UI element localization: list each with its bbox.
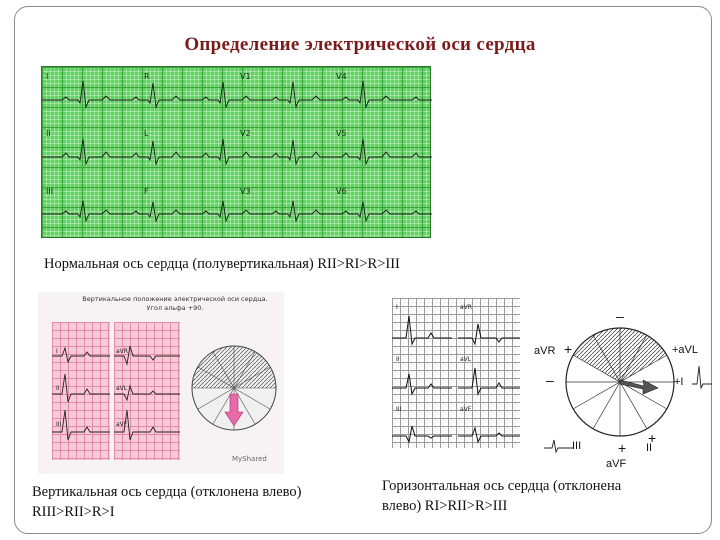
ecg-trace: [42, 81, 432, 107]
lead-label: I: [56, 348, 58, 355]
axis-label-avl: +aVL: [672, 344, 698, 356]
vertical-heading-line2: Угол альфа +90.: [146, 304, 204, 312]
ecg-trace: [114, 346, 180, 364]
lead-label: III: [56, 421, 62, 428]
lead-label: aVR: [116, 348, 128, 355]
ecg-trace: [52, 410, 110, 440]
lead-label: II: [46, 129, 51, 138]
mini-ecg-iii: [544, 436, 574, 456]
lead-label: V1: [240, 72, 251, 81]
ecg-trace: [458, 428, 520, 442]
caption-vertical-axis: [32, 482, 302, 522]
slide-title: Определение электрической оси сердца: [184, 34, 536, 55]
lead-label: aVL: [116, 385, 128, 392]
lead-label: V5: [336, 129, 347, 138]
lead-label: II: [396, 356, 400, 363]
lead-label: L: [144, 129, 149, 138]
axis-label-ii: II: [646, 442, 653, 454]
axis-label-avf: aVF: [606, 458, 627, 470]
lead-label: V2: [240, 129, 251, 138]
lead-label: aVF: [116, 421, 128, 428]
ecg-trace: [458, 368, 520, 394]
ecg-trace: [392, 374, 452, 394]
watermark: MyShared: [232, 455, 267, 463]
ecg-trace: [392, 316, 452, 344]
caption-vertical-line2: RIII>RII>R>I: [32, 504, 115, 520]
lead-label: R: [144, 72, 150, 81]
axis-label-avr: aVR: [534, 345, 556, 357]
axis-label-plus-avr: +: [564, 341, 573, 357]
axis-circle-vertical: [188, 342, 280, 442]
axis-label-i: +I: [674, 376, 684, 388]
lead-label: III: [396, 406, 402, 413]
lead-label: III: [46, 187, 54, 196]
ecg-trace: [392, 426, 452, 442]
lead-label: II: [56, 385, 60, 392]
vertical-figure-heading: [60, 295, 290, 313]
horizontal-ecg-traces: [392, 298, 520, 448]
ecg-trace: [692, 366, 712, 388]
axis-label-plus-avf: +: [618, 440, 627, 456]
caption-horizontal-line1: Горизонтальная ось сердца (отклонена: [382, 478, 622, 494]
ecg-traces: [42, 67, 432, 239]
ecg-trace: [42, 201, 432, 221]
lead-label: V3: [240, 187, 251, 196]
axis-label-minus-left: –: [546, 372, 554, 388]
ecg-12-lead-image: [41, 66, 431, 238]
lead-label: I: [396, 304, 398, 311]
axis-label-iii: III: [572, 440, 582, 452]
lead-label: F: [144, 187, 149, 196]
ecg-trace: [52, 374, 110, 402]
axis-label-minus-top: –: [616, 308, 624, 324]
lead-label: V4: [336, 72, 347, 81]
lead-label: I: [46, 72, 49, 81]
ecg-trace: [114, 410, 180, 440]
ecg-trace: [544, 440, 574, 452]
caption-horizontal-axis: [382, 476, 621, 516]
axis-label-plus-ii: +: [648, 430, 657, 446]
lead-label: aVL: [460, 356, 472, 363]
caption-horizontal-line2: влево) RI>RII>R>III: [382, 498, 508, 514]
lead-label: V6: [336, 187, 347, 196]
lead-label: aVR: [460, 304, 472, 311]
ecg-trace: [458, 324, 520, 344]
mini-ecg-i: [692, 364, 712, 392]
vertical-ecg-traces: [52, 322, 180, 460]
lead-label: aVF: [460, 406, 472, 413]
ecg-trace: [52, 348, 110, 362]
ecg-trace: [114, 386, 180, 400]
vertical-heading-line1: Вертикальное положение электрической оси сердца.: [82, 295, 268, 303]
ecg-trace: [42, 139, 432, 164]
caption-vertical-line1: Вертикальная ось сердца (отклонена влево): [32, 484, 302, 500]
caption-normal-axis: Нормальная ось сердца (полувертикальная) RII>RI>R>III: [44, 256, 400, 272]
axis-circle-horizontal: [560, 322, 680, 442]
